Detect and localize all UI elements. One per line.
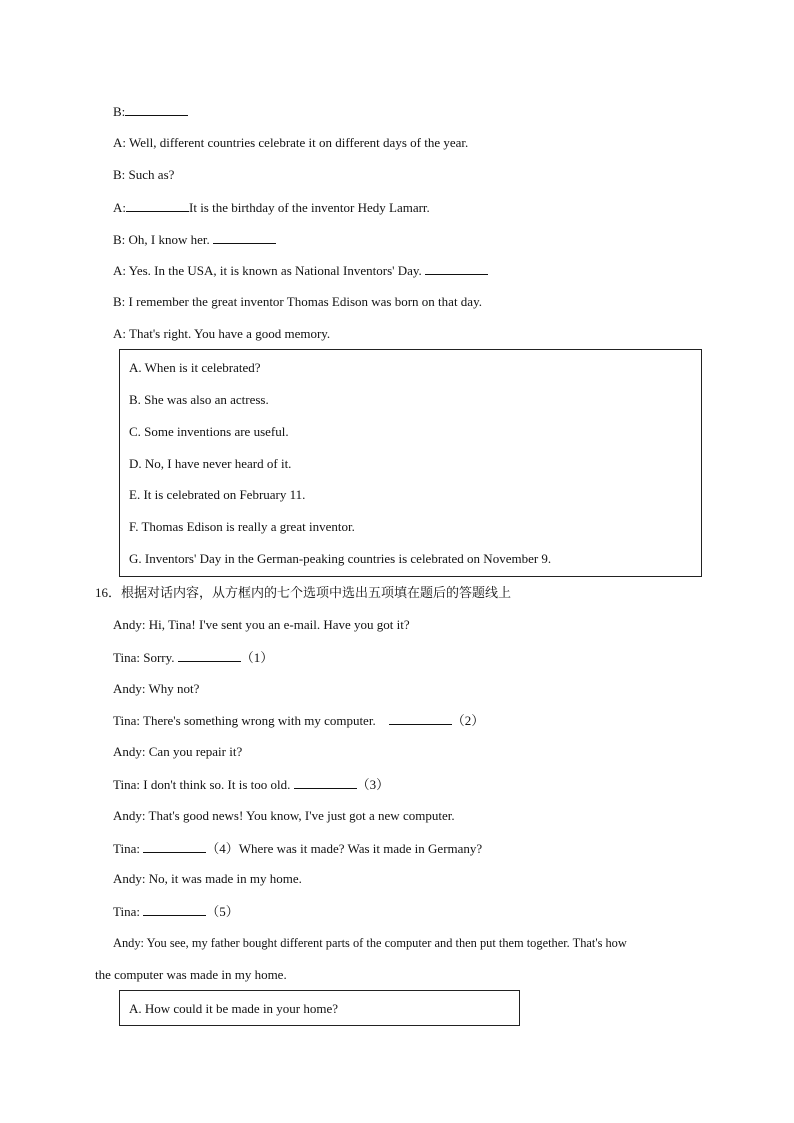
option-item: C. Some inventions are useful. — [129, 424, 289, 439]
dialogue-continuation: the computer was made in my home. — [95, 967, 287, 982]
options-box — [119, 990, 520, 1026]
option-item: E. It is celebrated on February 11. — [129, 487, 306, 502]
question-heading — [95, 585, 511, 602]
answer-blank[interactable] — [178, 649, 241, 662]
dialogue-line: Tina: Sorry. （1） — [113, 650, 274, 665]
answer-blank[interactable] — [389, 712, 452, 725]
dialogue-line: B: Oh, I know her. — [113, 231, 276, 248]
dialogue-line: A: Well, different countries celebrate it on different days of the year. — [113, 135, 469, 150]
dialogue-line: Andy: That's good news! You know, I've just got a new computer. — [113, 808, 455, 823]
answer-blank[interactable] — [126, 199, 189, 212]
options-box — [119, 349, 702, 577]
dialogue-line: Tina: （4）Where was it made? Was it made in Germany? — [113, 841, 483, 856]
dialogue-line: Tina: There's something wrong with my computer. （2） — [113, 713, 485, 728]
dialogue-line: A: That's right. You have a good memory. — [113, 326, 331, 341]
dialogue-line: A: It is the birthday of the inventor Hedy Lamarr. — [113, 200, 430, 215]
dialogue-line: Andy: Can you repair it? — [113, 744, 243, 759]
dialogue-line: B: — [113, 103, 188, 120]
option-item: D. No, I have never heard of it. — [129, 456, 292, 471]
question-instruction: 根据对话内容，从方框内的七个选项中选出五项填在题后的答题线上 — [121, 586, 512, 601]
option-item: A. How could it be made in your home? — [129, 1001, 339, 1016]
question-number: 16． — [95, 585, 122, 600]
dialogue-line: A: Yes. In the USA, it is known as National Inventors' Day. — [113, 262, 488, 279]
dialogue-line: B: I remember the great inventor Thomas Edison was born on that day. — [113, 294, 482, 309]
dialogue-line: Tina: I don't think so. It is too old. （3） — [113, 777, 390, 792]
answer-blank[interactable] — [143, 903, 206, 916]
answer-blank[interactable] — [143, 840, 206, 853]
dialogue-line: Andy: Why not? — [113, 681, 200, 696]
dialogue-line: Tina: （5） — [113, 904, 239, 919]
option-item: B. She was also an actress. — [129, 392, 269, 407]
option-item: A. When is it celebrated? — [129, 360, 261, 375]
dialogue-line: Andy: Hi, Tina! I've sent you an e-mail. Have you got it? — [113, 617, 410, 632]
answer-blank[interactable] — [294, 776, 357, 789]
dialogue-line: Andy: No, it was made in my home. — [113, 871, 302, 886]
answer-blank[interactable] — [425, 262, 488, 275]
answer-blank[interactable] — [213, 231, 276, 244]
answer-blank[interactable] — [125, 103, 188, 116]
option-item: F. Thomas Edison is really a great inventor. — [129, 519, 355, 534]
dialogue-line: Andy: You see, my father bought different parts of the computer and then put them together. That's how — [113, 936, 627, 950]
option-item: G. Inventors' Day in the German-peaking countries is celebrated on November 9. — [129, 551, 552, 566]
dialogue-line: B: Such as? — [113, 167, 175, 182]
